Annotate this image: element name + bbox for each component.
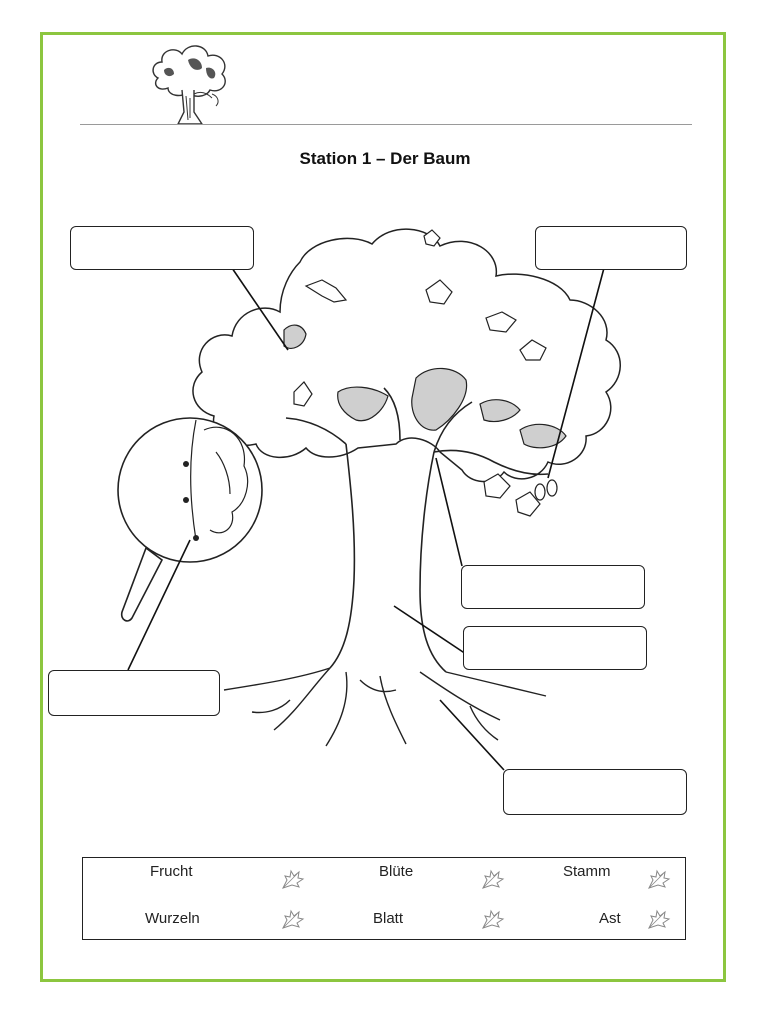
leaf-icon bbox=[479, 906, 505, 932]
leaf-icon bbox=[479, 866, 505, 892]
word-frucht: Frucht bbox=[150, 863, 193, 880]
word-stamm: Stamm bbox=[563, 863, 611, 880]
label-box-top-right[interactable] bbox=[535, 226, 687, 270]
page-title: Station 1 – Der Baum bbox=[299, 149, 471, 168]
label-box-top-left[interactable] bbox=[70, 226, 254, 270]
word-blatt: Blatt bbox=[373, 910, 404, 927]
leaf-icon bbox=[279, 866, 305, 892]
word-ast: Ast bbox=[599, 910, 621, 927]
word-bluete: Blüte bbox=[379, 863, 414, 880]
word-wurzeln: Wurzeln bbox=[145, 910, 200, 927]
leaf-icon bbox=[645, 866, 671, 892]
leaf-icon bbox=[645, 906, 671, 932]
label-box-bottom-right[interactable] bbox=[503, 769, 687, 815]
label-box-lower-right[interactable] bbox=[463, 626, 647, 670]
label-box-middle-right[interactable] bbox=[461, 565, 645, 609]
word-bank bbox=[82, 857, 686, 940]
leaf-icon bbox=[279, 906, 305, 932]
label-box-left[interactable] bbox=[48, 670, 220, 716]
